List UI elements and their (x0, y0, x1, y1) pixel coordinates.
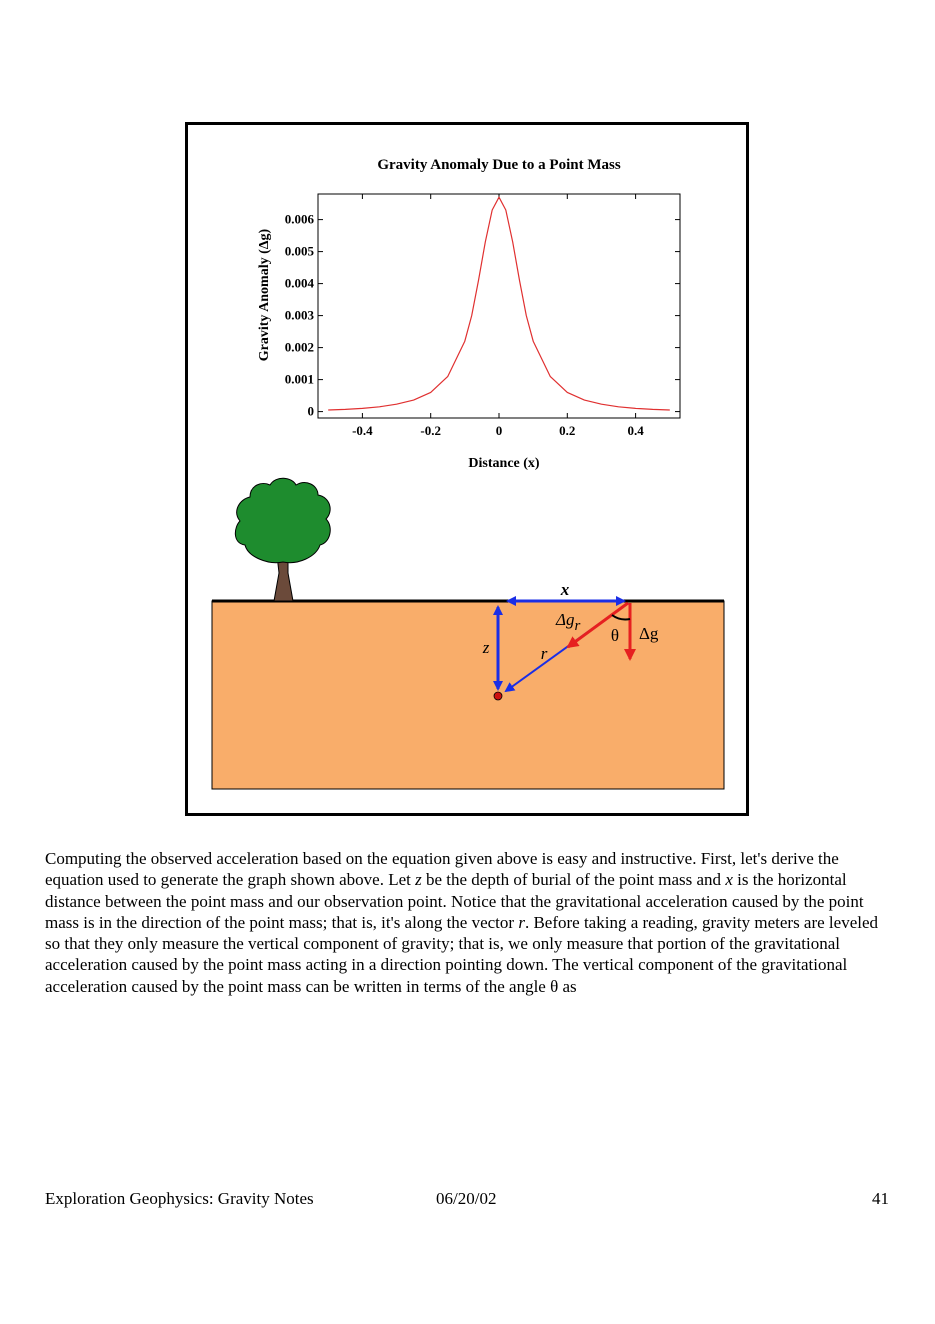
body-var-r: r (518, 912, 525, 932)
label-theta: θ (610, 626, 620, 645)
y-tick-label: 0.001 (284, 371, 314, 387)
chart-title: Gravity Anomaly Due to a Point Mass (377, 157, 621, 173)
y-ticks (285, 212, 680, 419)
body-text-d: . Before taking a reading, gravity meters are leveled so that they only measure the vertical component of gravity; that is, we only measure that portion of the gravitational acceleration caused by the point mass acting in a direction pointing down. The vertical component of the gravitational acceleration caused by the point mass can be written in terms of the angle θ as (45, 912, 879, 996)
label-dgr: Δgr (556, 610, 581, 634)
label-z: z (482, 638, 490, 657)
body-text-c: is the horizontal distance between the point mass and our observation point. Notice that the gravitational acceleration caused by the point mass is in the direction of the point mass; that is, it's along the vector (45, 870, 864, 932)
label-x: x (560, 580, 570, 599)
x-tick-label: -0.4 (352, 423, 373, 438)
figure-canvas (188, 125, 746, 813)
y-tick-label: 0.006 (284, 211, 314, 227)
body-var-x: x (725, 870, 733, 890)
footer-date: 06/20/02 (436, 1189, 497, 1208)
y-tick-label: 0.004 (284, 275, 314, 291)
body-paragraph (45, 848, 895, 997)
anomaly-curve (328, 197, 670, 410)
y-tick-label: 0 (307, 403, 314, 419)
body-text-b: be the depth of burial of the point mass and (421, 870, 726, 890)
y-tick-label: 0.003 (284, 307, 314, 323)
body-var-z: z (415, 870, 422, 890)
plot-frame (318, 194, 680, 418)
x-tick-label: 0.2 (559, 423, 576, 438)
footer-title: Exploration Geophysics: Gravity Notes (45, 1189, 314, 1208)
point-mass (494, 692, 502, 700)
y-tick-label: 0.002 (284, 339, 314, 355)
series-layer (328, 197, 670, 410)
footer-page-number: 41 (872, 1189, 889, 1208)
label-r: r (540, 644, 548, 663)
x-axis-label: Distance (x) (468, 456, 540, 471)
x-ticks (352, 194, 644, 438)
y-axis-label: Gravity Anomaly (Δg) (257, 228, 272, 362)
x-tick-label: 0.4 (627, 423, 644, 438)
x-tick-label: -0.2 (420, 423, 441, 438)
figure-frame (185, 122, 749, 816)
x-tick-label: 0 (495, 423, 503, 438)
body-text-a: Computing the observed acceleration based on the equation given above is easy and instructive. First, let's derive the equation used to generate the graph shown above. Let (45, 849, 839, 890)
tree-icon (235, 478, 330, 601)
label-dg: Δg (639, 624, 659, 643)
y-tick-label: 0.005 (284, 243, 314, 259)
